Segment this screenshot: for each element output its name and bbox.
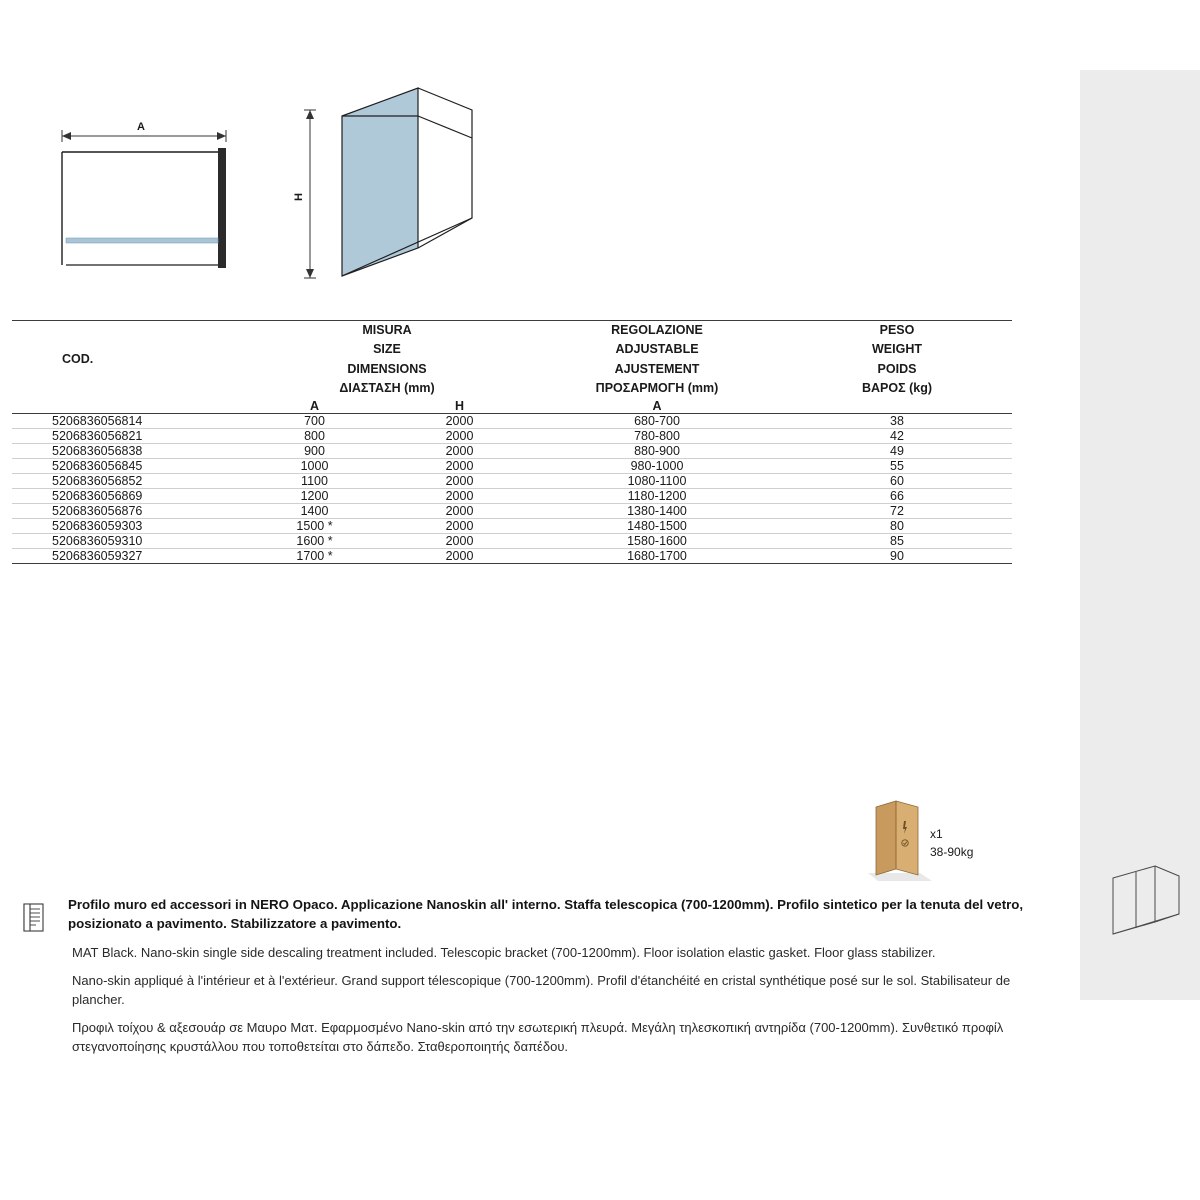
cell-a: 1200 [242,488,387,503]
header-size-line-2: SIZE [373,342,401,357]
table-row [12,488,1012,503]
cell-adjust: 680-700 [532,413,782,428]
header-weight [782,321,1012,399]
front-view-diagram [40,110,260,285]
cell-a: 1500 * [242,518,387,533]
cell-weight: 60 [782,473,1012,488]
cell-weight: 66 [782,488,1012,503]
packaging-text [930,825,973,861]
cell-a: 700 [242,413,387,428]
cell-h: 2000 [387,458,532,473]
header-weight-line-3: POIDS [877,361,917,376]
header-weight-line-2: WEIGHT [872,342,922,357]
cell-adjust: 780-800 [532,428,782,443]
iso-view-diagram [300,78,500,288]
header-size-line-4: ΔΙΑΣΤΑΣΗ (mm) [339,381,435,396]
header-weight-line-4: ΒΑΡΟΣ (kg) [861,381,932,396]
cell-weight: 72 [782,503,1012,518]
cell-a: 800 [242,428,387,443]
cell-code: 5206836056852 [12,473,242,488]
cell-adjust: 880-900 [532,443,782,458]
note-italian: Profilo muro ed accessori in NERO Opaco. Applicazione Nanoskin all' interno. Staffa telescopica (700-1200mm). Profilo sintetico per la tenuta del vetro, posizionato a pavimento. Stabilizzatore a pavimento. [68,897,1024,932]
table-row [12,503,1012,518]
table-row [12,533,1012,548]
cell-h: 2000 [387,428,532,443]
cell-adjust: 1680-1700 [532,548,782,563]
table-row [12,458,1012,473]
product-diagrams [0,0,1080,300]
note-greek: Προφιλ τοίχου & αξεσουάρ σε Μαυρο Ματ. Εφαρμοσμένο Nano-skin από την εσωτερική πλευρά. Μεγάλη τηλεσκοπική αντηρίδα (700-1200mm). Συνθετικό προφίλ στεγανοποίησης κρυστάλλου που τοποθετείται στο δάπεδο. Σταθεροποιητής δαπέδου. [72,1019,1004,1054]
subheader-blank [12,399,242,414]
cell-h: 2000 [387,533,532,548]
table-row [12,443,1012,458]
header-adjust-line-3: AJUSTEMENT [614,361,700,376]
cell-h: 2000 [387,443,532,458]
cell-adjust: 980-1000 [532,458,782,473]
cell-h: 2000 [387,548,532,563]
cell-code: 5206836059303 [12,518,242,533]
header-adjust-line-1: REGOLAZIONE [611,323,703,337]
cell-code: 5206836056838 [12,443,242,458]
header-adjust-line-2: ADJUSTABLE [615,342,699,357]
right-side-band [1080,70,1200,1000]
cell-adjust: 1580-1600 [532,533,782,548]
table-row [12,473,1012,488]
subheader-adjust-a: A [532,399,782,414]
cell-a: 1600 * [242,533,387,548]
cell-adjust: 1080-1100 [532,473,782,488]
notes-section [22,895,1042,1056]
cell-code: 5206836059310 [12,533,242,548]
header-size-line-3: DIMENSIONS [347,361,427,376]
cell-weight: 55 [782,458,1012,473]
cell-code: 5206836056814 [12,413,242,428]
cell-weight: 38 [782,413,1012,428]
cell-code: 5206836056876 [12,503,242,518]
cell-adjust: 1480-1500 [532,518,782,533]
subheader-h: H [387,399,532,414]
cell-weight: 42 [782,428,1012,443]
cell-a: 1700 * [242,548,387,563]
cell-h: 2000 [387,413,532,428]
header-weight-line-1: PESO [879,323,915,337]
cell-a: 1400 [242,503,387,518]
cell-adjust: 1380-1400 [532,503,782,518]
header-adjust-line-4: ΠΡΟΣΑΡΜΟΓΗ (mm) [595,381,719,396]
table-subheader-row [12,399,1012,414]
cell-a: 1000 [242,458,387,473]
note-french: Nano-skin appliqué à l'intérieur et à l'extérieur. Grand support télescopique (700-1200mm). Profil d'étanchéité en cristal synthétique posé sur le sol. Stabilisateur de plancher. [72,972,1011,1007]
front-view-label-a: A [137,121,146,133]
cell-a: 900 [242,443,387,458]
packaging-quantity: x1 [930,827,943,841]
table-row [12,413,1012,428]
table-row [12,428,1012,443]
document-note-icon [22,903,46,933]
cell-code: 5206836056869 [12,488,242,503]
specification-table [12,320,1012,564]
cell-weight: 90 [782,548,1012,563]
packaging-weight-range: 38-90kg [930,845,974,859]
cell-a: 1100 [242,473,387,488]
iso-view-label-h: H [293,193,305,201]
cell-h: 2000 [387,473,532,488]
header-size [242,321,532,399]
subheader-a: A [242,399,387,414]
header-adjust [532,321,782,399]
cell-weight: 85 [782,533,1012,548]
cell-weight: 80 [782,518,1012,533]
cell-weight: 49 [782,443,1012,458]
cell-h: 2000 [387,518,532,533]
header-size-line-1: MISURA [362,323,412,337]
table-header-row [12,321,1012,399]
note-english: MAT Black. Nano-skin single side descaling treatment included. Telescopic bracket (700-1200mm). Floor isolation elastic gasket. Floor glass stabilizer. [72,944,936,960]
cell-h: 2000 [387,503,532,518]
header-code: COD. [12,321,242,399]
cell-h: 2000 [387,488,532,503]
table-row [12,548,1012,563]
table-row [12,518,1012,533]
cell-code: 5206836056821 [12,428,242,443]
cell-code: 5206836059327 [12,548,242,563]
cell-adjust: 1180-1200 [532,488,782,503]
cell-code: 5206836056845 [12,458,242,473]
subheader-blank-2 [782,399,1012,414]
specification-table-wrapper [12,320,1012,564]
band-thumbnail-figure [1095,862,1185,942]
